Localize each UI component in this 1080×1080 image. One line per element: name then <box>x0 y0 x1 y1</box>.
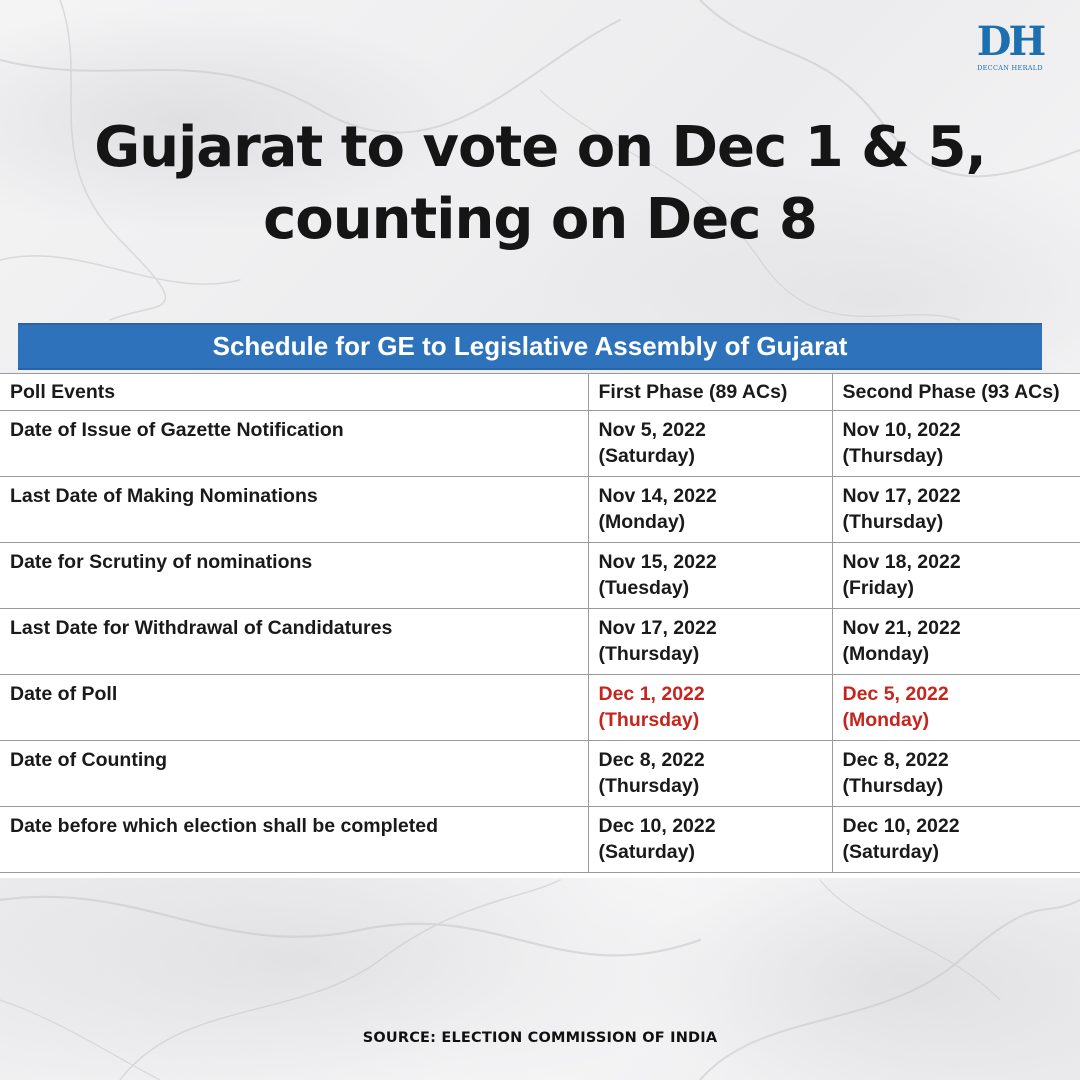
table-header-row <box>0 374 1080 411</box>
event-cell: Last Date for Withdrawal of Candidatures <box>0 609 588 675</box>
headline-line-2: counting on Dec 8 <box>263 187 817 252</box>
day-text: (Thursday) <box>842 445 944 467</box>
day-text: (Monday) <box>842 643 930 665</box>
day-text: (Saturday) <box>842 841 939 863</box>
logo-mark: DH <box>976 18 1044 65</box>
event-cell: Date before which election shall be completed <box>0 807 588 873</box>
table-row <box>0 411 1080 477</box>
date-text: Nov 21, 2022 <box>842 617 961 639</box>
second-phase-cell <box>832 411 1080 477</box>
second-phase-cell <box>832 543 1080 609</box>
date-text: Dec 10, 2022 <box>598 815 716 837</box>
source-credit: SOURCE: ELECTION COMMISSION OF INDIA <box>362 1030 718 1046</box>
table-row <box>0 543 1080 609</box>
date-text: Nov 17, 2022 <box>598 617 717 639</box>
second-phase-cell <box>832 477 1080 543</box>
day-text: (Thursday) <box>598 709 700 731</box>
event-cell: Date of Issue of Gazette Notification <box>0 411 588 477</box>
header-second-phase: Second Phase (93 ACs) <box>832 374 1080 411</box>
table-row-poll-date <box>0 675 1080 741</box>
day-text: (Saturday) <box>598 445 695 467</box>
second-phase-cell <box>832 807 1080 873</box>
first-phase-cell <box>588 741 832 807</box>
date-text: Dec 5, 2022 <box>842 683 949 705</box>
schedule-title: Schedule for GE to Legislative Assembly of Gujarat <box>212 331 848 361</box>
first-phase-cell <box>588 609 832 675</box>
date-text: Nov 14, 2022 <box>598 485 717 507</box>
first-phase-cell <box>588 477 832 543</box>
day-text: (Monday) <box>598 511 686 533</box>
date-text: Nov 15, 2022 <box>598 551 717 573</box>
day-text: (Thursday) <box>842 511 944 533</box>
second-phase-cell <box>832 609 1080 675</box>
schedule-table <box>0 373 1080 873</box>
first-phase-cell <box>588 543 832 609</box>
schedule-table-container <box>0 373 1080 878</box>
table-row <box>0 477 1080 543</box>
date-text: Nov 17, 2022 <box>842 485 961 507</box>
date-text: Dec 8, 2022 <box>842 749 949 771</box>
day-text: (Monday) <box>842 709 930 731</box>
first-phase-cell <box>588 411 832 477</box>
table-row <box>0 609 1080 675</box>
event-cell: Last Date of Making Nominations <box>0 477 588 543</box>
day-text: (Saturday) <box>598 841 695 863</box>
event-cell: Date for Scrutiny of nominations <box>0 543 588 609</box>
table-row <box>0 807 1080 873</box>
headline-line-1: Gujarat to vote on Dec 1 & 5, <box>94 115 986 180</box>
event-cell: Date of Counting <box>0 741 588 807</box>
event-cell: Date of Poll <box>0 675 588 741</box>
deccan-herald-logo[interactable] <box>970 18 1050 72</box>
second-phase-poll-cell <box>832 675 1080 741</box>
day-text: (Tuesday) <box>598 577 690 599</box>
day-text: (Thursday) <box>842 775 944 797</box>
table-row <box>0 741 1080 807</box>
headline <box>40 112 1040 256</box>
header-first-phase: First Phase (89 ACs) <box>588 374 832 411</box>
schedule-title-bar <box>18 323 1042 370</box>
first-phase-poll-cell <box>588 675 832 741</box>
date-text: Dec 8, 2022 <box>598 749 705 771</box>
date-text: Nov 5, 2022 <box>598 419 706 441</box>
date-text: Dec 1, 2022 <box>598 683 705 705</box>
date-text: Dec 10, 2022 <box>842 815 960 837</box>
day-text: (Thursday) <box>598 775 700 797</box>
date-text: Nov 10, 2022 <box>842 419 961 441</box>
date-text: Nov 18, 2022 <box>842 551 961 573</box>
second-phase-cell <box>832 741 1080 807</box>
logo-wordmark: DECCAN HERALD <box>977 64 1043 72</box>
day-text: (Friday) <box>842 577 915 599</box>
day-text: (Thursday) <box>598 643 700 665</box>
first-phase-cell <box>588 807 832 873</box>
header-poll-events: Poll Events <box>0 374 588 411</box>
